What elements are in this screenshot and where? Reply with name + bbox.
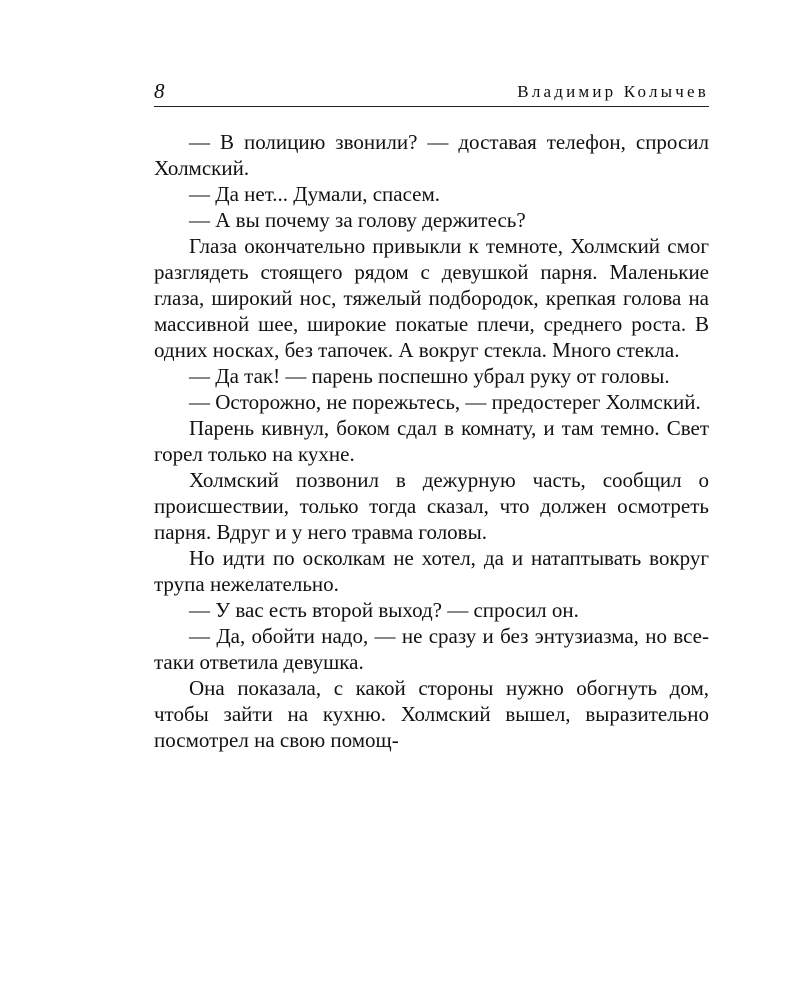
paragraph: — Да нет... Думали, спасем. xyxy=(189,182,441,206)
page-header xyxy=(154,78,709,107)
page-number: 8 xyxy=(154,79,165,103)
paragraph: Парень кивнул, боком сдал в комнату, и там темно. Свет горел только на кухне. xyxy=(154,416,709,466)
paragraph: — Осторожно, не порежьтесь, — предостерег Холмский. xyxy=(189,390,701,414)
paragraph: — Да так! — парень поспешно убрал руку от головы. xyxy=(189,364,670,388)
paragraph: — А вы почему за голову держитесь? xyxy=(189,208,526,232)
paragraph: — В полицию звонили? — доставая телефон, спросил Холмский. xyxy=(154,130,709,180)
paragraph: Она показала, с какой стороны нужно обогнуть дом, чтобы зайти на кухню. Холмский вышел, выразительно посмотрел на свою помощ- xyxy=(154,676,709,752)
running-head-author: Владимир Колычев xyxy=(517,82,709,101)
body-text xyxy=(154,129,709,753)
book-page xyxy=(154,78,709,753)
paragraph: — У вас есть второй выход? — спросил он. xyxy=(189,598,579,622)
paragraph: — Да, обойти надо, — не сразу и без энтузиазма, но все-таки ответила девушка. xyxy=(154,624,709,674)
paragraph: Холмский позвонил в дежурную часть, сообщил о происшествии, только тогда сказал, что должен осмотреть парня. Вдруг и у него травма головы. xyxy=(154,468,709,544)
paragraph: Глаза окончательно привыкли к темноте, Холмский смог разглядеть стоящего рядом с девушкой парня. Маленькие глаза, широкий нос, тяжелый подбородок, крепкая голова на массивной шее, широкие покатые плечи, среднего роста. В одних носках, без тапочек. А вокруг стекла. Много стекла. xyxy=(154,234,709,362)
paragraph: Но идти по осколкам не хотел, да и натаптывать вокруг трупа нежелательно. xyxy=(154,546,709,596)
